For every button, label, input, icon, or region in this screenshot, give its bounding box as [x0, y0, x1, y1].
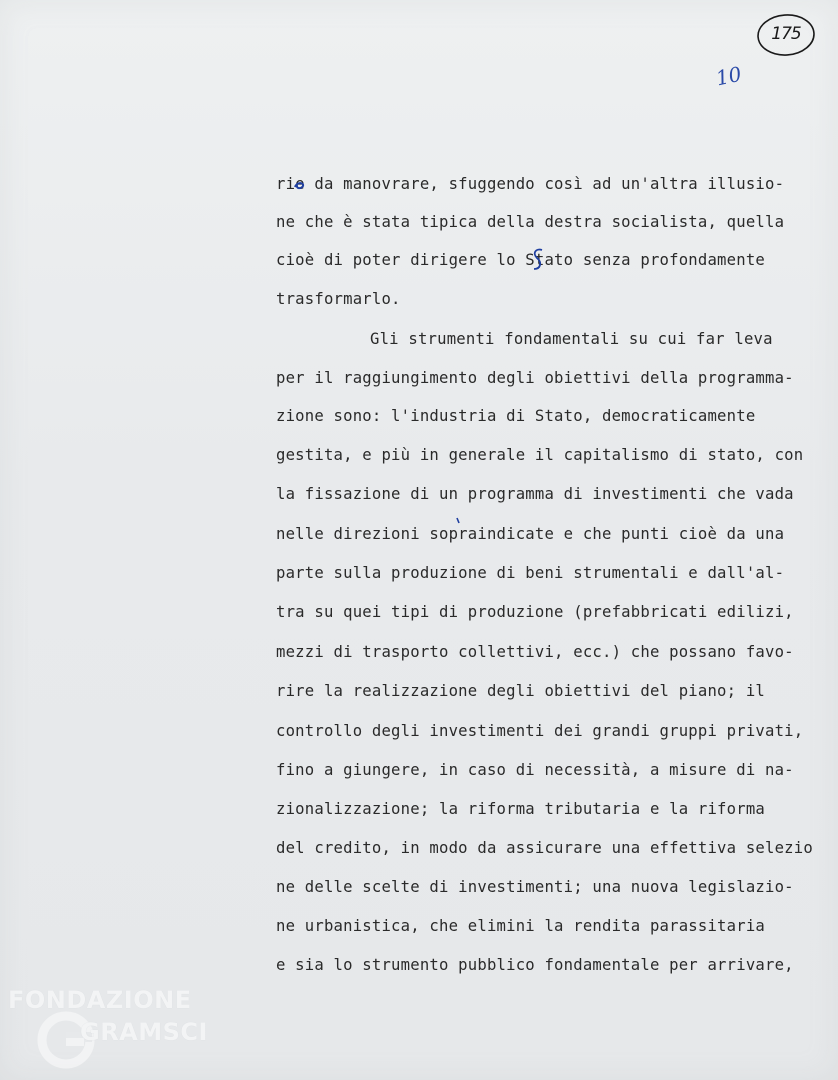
- body-line: gestita, e più in generale il capitalismo di stato, con: [276, 446, 804, 464]
- page-number-stamp: [756, 12, 816, 58]
- body-line: la fissazione di un programma di investimenti che vada: [276, 485, 794, 503]
- foundation-watermark: [8, 986, 218, 1072]
- body-line: parte sulla produzione di beni strumentali e dall'al-: [276, 564, 785, 582]
- body-line: per il raggiungimento degli obiettivi della programma-: [276, 369, 794, 387]
- body-line: zionalizzazione; la riforma tributaria e la riforma: [276, 800, 765, 818]
- body-line: controllo degli investimenti dei grandi gruppi privati,: [276, 722, 804, 740]
- body-line: zione sono: l'industria di Stato, democraticamente: [276, 407, 756, 425]
- pen-correction-mark: [530, 247, 546, 273]
- body-line: rie da manovrare, sfuggendo così ad un'altra illusio-: [276, 175, 785, 193]
- pen-correction-mark: [292, 176, 308, 194]
- body-line: del credito, in modo da assicurare una effettiva selezio: [276, 839, 813, 857]
- body-line: e sia lo strumento pubblico fondamentale per arrivare,: [276, 956, 794, 974]
- body-line: trasformarlo.: [276, 290, 401, 308]
- page-number: 175: [771, 24, 801, 44]
- handwritten-sheet-number: 10: [713, 61, 744, 91]
- body-line: mezzi di trasporto collettivi, ecc.) che possano favo-: [276, 643, 794, 661]
- body-line: rire la realizzazione degli obiettivi del piano; il: [276, 682, 765, 700]
- body-line: ne delle scelte di investimenti; una nuova legislazio-: [276, 878, 794, 896]
- body-line: cioè di poter dirigere lo Stato senza profondamente: [276, 251, 765, 269]
- pen-correction-mark: [454, 517, 462, 527]
- body-line: ne che è stata tipica della destra socialista, quella: [276, 213, 785, 231]
- body-line: fino a giungere, in caso di necessità, a misure di na-: [276, 761, 794, 779]
- body-line: tra su quei tipi di produzione (prefabbricati edilizi,: [276, 603, 794, 621]
- paragraph-start-line: Gli strumenti fondamentali su cui far leva: [370, 330, 773, 348]
- watermark-line2: GRAMSCI: [80, 1018, 208, 1046]
- body-line: nelle direzioni sopraindicate e che punti cioè da una: [276, 525, 785, 543]
- body-line: ne urbanistica, che elimini la rendita parassitaria: [276, 917, 765, 935]
- watermark-line1: FONDAZIONE: [8, 986, 192, 1014]
